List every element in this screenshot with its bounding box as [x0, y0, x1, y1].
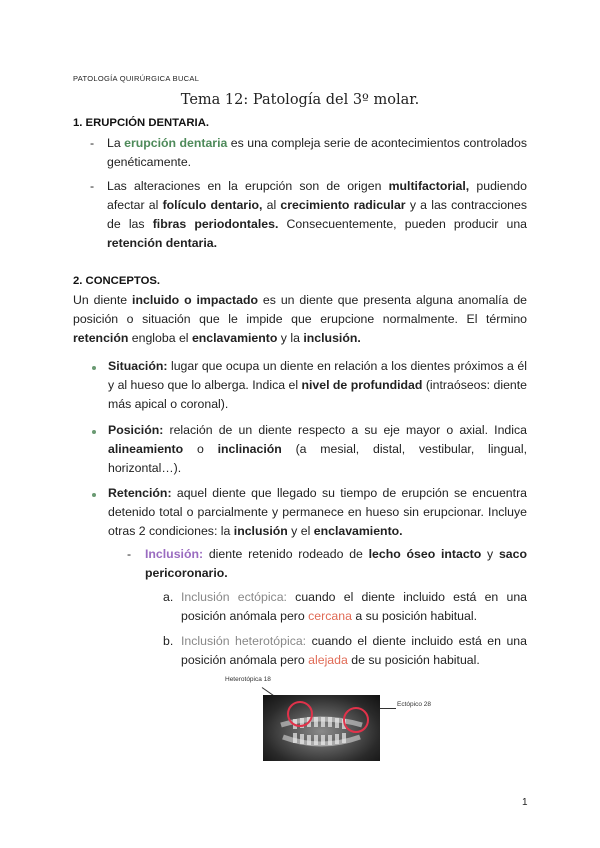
bullet-dot [92, 430, 96, 434]
conceptos-intro: Un diente incluido o impactado es un diente que presenta alguna anomalía de posición o situación que le impide que erupcione normalmente. El término retención engloba el enclavamiento y la inclusión. [73, 293, 527, 345]
bullet-dot [92, 493, 96, 497]
bullet-dot [92, 366, 96, 370]
highlight-circle-28 [343, 707, 369, 733]
bullet-situacion: Situación: lugar que ocupa un diente en relación a los dientes próximos a él y al hueso que lo alberga. Indica el nivel de profundidad (intraóseos: diente más apical o coronal). [108, 359, 528, 411]
section-heading-conceptos: 2. CONCEPTOS. [73, 275, 161, 287]
inclusion-heterotopica: Inclusión heterotópica: cuando el diente incluido está en una posición anómala pero alejada de su posición habitual. [181, 634, 527, 667]
list-item-erupcion-2: Las alteraciones en la erupción son de origen multifactorial, pudiendo afectar al folículo dentario, al crecimiento radicular y a las contracciones de las fibras periodontales. Consecuentemente, pueden producir una retención dentaria. [107, 179, 528, 250]
subitem-marker: a. [163, 590, 174, 604]
bullet-posicion: Posición: relación de un diente respecto a su eje mayor o axial. Indica alineamiento o inclinación (a mesial, distal, vestibular, lingual, horizontal…). [108, 423, 527, 475]
dash-marker: - [90, 136, 95, 150]
highlight-circle-18 [287, 701, 313, 727]
inclusion-ectopica: Inclusión ectópica: cuando el diente incluido está en una posición anómala pero cercana a su posición habitual. [181, 590, 527, 623]
figure-label-ectopico: Ectópico 28 [397, 701, 431, 708]
subitem-marker: b. [163, 634, 174, 648]
page-number: 1 [522, 797, 528, 808]
figure-label-heterotopica: Heterotópica 18 [225, 676, 271, 683]
section-heading-erupcion: 1. ERUPCIÓN DENTARIA. [73, 117, 209, 129]
panoramic-xray-image [263, 695, 380, 761]
dash-marker: - [90, 179, 95, 193]
page-title: Tema 12: Patología del 3º molar. [180, 92, 420, 108]
bullet-retencion: Retención: aquel diente que llegado su tiempo de erupción se encuentra detenido total o parcialmente y permanece en hueso sin erupcionar. Incluye otras 2 condiciones: la inclusión y el enclavamiento. [108, 486, 527, 538]
course-header: PATOLOGÍA QUIRÚRGICA BUCAL [73, 74, 200, 83]
list-item-erupcion-1: La erupción dentaria es una compleja serie de acontecimientos controlados genéticamente. [107, 136, 527, 169]
inclusion-definition: Inclusión: diente retenido rodeado de lecho óseo intacto y saco pericoronario. [145, 547, 527, 580]
dash-marker: - [127, 547, 132, 561]
